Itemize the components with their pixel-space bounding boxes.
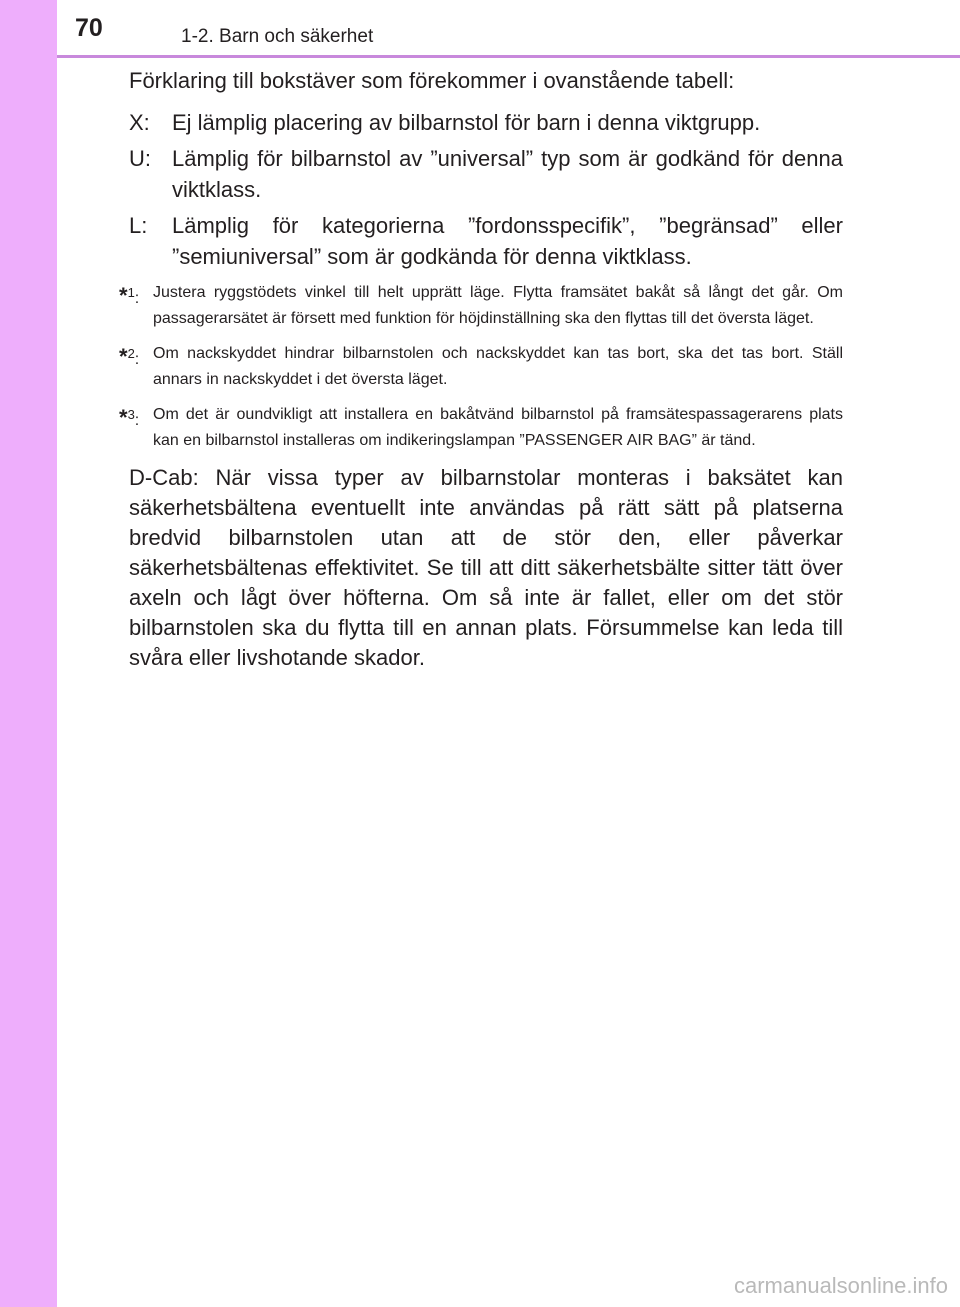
footnotes: [119, 280, 843, 454]
footnote-2: [119, 341, 843, 393]
legend-item-u: [129, 143, 843, 205]
footnote-colon: :: [134, 290, 140, 307]
footnote-marker: [119, 341, 153, 393]
legend-text: Lämplig för kategorierna ”fordonsspecifik”, ”begränsad” eller ”semiuniversal” som är godkända för denna viktklass.: [172, 213, 843, 269]
header-divider: [57, 55, 960, 58]
section-title: 1-2. Barn och säkerhet: [181, 26, 374, 47]
footnote-marker: [119, 402, 153, 454]
footnote-text: Om nackskyddet hindrar bilbarnstolen och nackskyddet kan tas bort, ska det tas bort. Ställ annars in nackskyddet i det översta läget.: [153, 345, 843, 388]
legend-text: Lämplig för bilbarnstol av ”universal” typ som är godkänd för denna viktklass.: [172, 146, 843, 202]
footnote-text: Om det är oundvikligt att installera en bakåtvänd bilbarnstol på framsätespassagerarens plats kan en bilbarnstol installeras om indikeringslampan ”PASSENGER AIR BAG” är tänd.: [153, 406, 843, 449]
watermark: carmanualsonline.info: [733, 1273, 948, 1298]
asterisk-icon: *: [119, 405, 128, 430]
legend-key: U:: [129, 146, 151, 171]
legend-text: Ej lämplig placering av bilbarnstol för barn i denna viktgrupp.: [172, 110, 761, 135]
legend-key: L:: [129, 213, 148, 238]
footnote-number: 2: [127, 346, 135, 361]
legend-intro: Förklaring till bokstäver som förekommer i ovanstående tabell:: [129, 68, 735, 93]
footnote-colon: :: [134, 412, 140, 429]
d-cab-paragraph: D-Cab: När vissa typer av bilbarnstolar monteras i baksätet kan säkerhetsbältena eventuellt inte användas på rätt sätt på platserna bredvid bilbarnstolen utan att de stör den, eller påverkar säkerhetsbältenas effektivitet. Se till att ditt säkerhetsbälte sitter tätt över axeln och lågt över höfterna. Om så inte är fallet, eller om det stör bilbarnstolen ska du flytta till en annan plats. Försummelse kan leda till svåra eller livshotande skador.: [129, 465, 843, 670]
page-side-tab: [0, 0, 57, 1307]
footnote-1: [119, 280, 843, 332]
page-number: 70: [75, 14, 103, 42]
footnote-number: 1: [127, 285, 135, 300]
asterisk-icon: *: [119, 344, 128, 369]
footnote-3: [119, 402, 843, 454]
asterisk-icon: *: [119, 283, 128, 308]
main-content: [119, 66, 843, 695]
legend-key: X:: [129, 110, 150, 135]
footnote-marker: [119, 280, 153, 332]
footnote-text: Justera ryggstödets vinkel till helt upprätt läge. Flytta framsätet bakåt så långt det går. Om passagerarsätet är försett med funktion för höjdinställning ska den flyttas till det översta läget.: [153, 284, 843, 327]
legend-item-l: [129, 210, 843, 272]
legend-item-x: [129, 107, 843, 138]
footnote-number: 3: [127, 407, 135, 422]
footnote-colon: :: [134, 351, 140, 368]
